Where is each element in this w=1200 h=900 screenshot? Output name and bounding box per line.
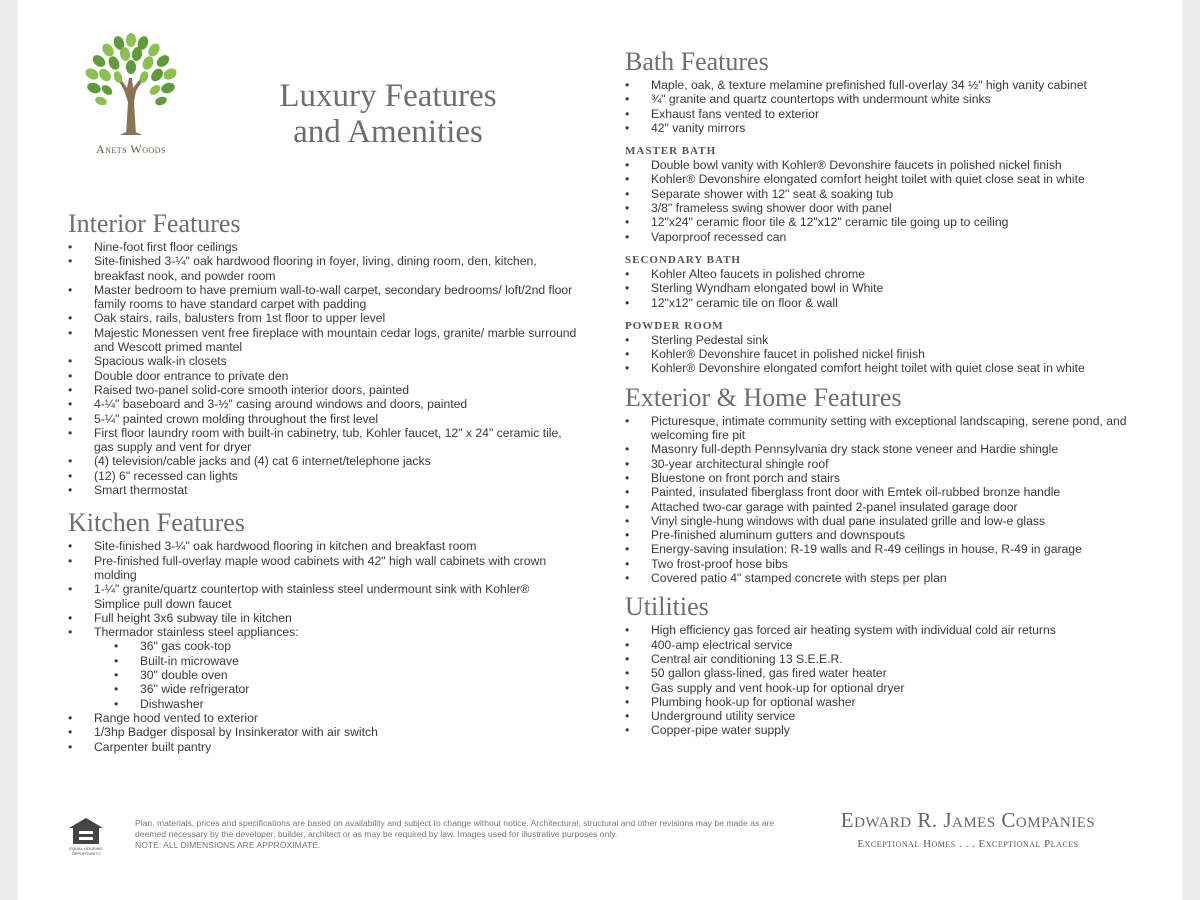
list-item: • Oak stairs, rails, balusters from 1st floor to upper level — [68, 311, 578, 325]
list-item: • Master bedroom to have premium wall-to-wall carpet, secondary bedrooms/ loft/2nd floor family rooms to have standard carpet with padding — [68, 283, 578, 312]
equal-housing-opportunity-icon — [66, 816, 106, 856]
list-item: • Range hood vented to exterior — [68, 711, 578, 725]
page-title — [238, 78, 538, 150]
bath-list — [625, 78, 1165, 135]
list-item: • Sterling Wyndham elongated bowl in White — [625, 281, 1165, 295]
list-item: • Kohler® Devonshire elongated comfort height toilet with quiet close seat in white — [625, 361, 1165, 375]
title-line-2: and Amenities — [293, 114, 483, 150]
list-item: • Site-finished 3-¼" oak hardwood flooring in kitchen and breakfast room — [68, 539, 578, 553]
list-item: • 12"x12" ceramic tile on floor & wall — [625, 296, 1165, 310]
disclaimer-text: Plan, materials, prices and specifications are based on availability and subject to change without notice. Architectural, structural and other revisions may be made as are deemed necessary by the developer, builder, architect or as may be required by law. Images used for illustrative purposes only. — [135, 818, 775, 839]
anets-woods-logo — [74, 30, 188, 160]
list-item: • Majestic Monessen vent free fireplace with mountain cedar logs, granite/ marble surround and Wescott primed mantel — [68, 326, 578, 355]
list-item: • Kohler Alteo faucets in polished chrome — [625, 267, 1165, 281]
list-item: • Double bowl vanity with Kohler® Devonshire faucets in polished nickel finish — [625, 158, 1165, 172]
list-item: • Plumbing hook-up for optional washer — [625, 695, 1165, 709]
appliance-item: • 36" gas cook-top — [68, 639, 578, 653]
list-item: • (12) 6" recessed can lights — [68, 469, 578, 483]
secondary-bath-list — [625, 267, 1165, 310]
list-item: • Sterling Pedestal sink — [625, 333, 1165, 347]
list-item: • Carpenter built pantry — [68, 740, 578, 754]
list-item: • Spacious walk-in closets — [68, 354, 578, 368]
list-item: • Full height 3x6 subway tile in kitchen — [68, 611, 578, 625]
list-item: • 1-¼" granite/quartz countertop with stainless steel undermount sink with Kohler® Simplice pull down faucet — [68, 582, 578, 611]
list-item: • Two frost-proof hose bibs — [625, 557, 1165, 571]
list-item: • Double door entrance to private den — [68, 369, 578, 383]
list-item: • Kohler® Devonshire elongated comfort height toilet with quiet close seat in white — [625, 172, 1165, 186]
list-item: • 4-¼" baseboard and 3-½" casing around windows and doors, painted — [68, 397, 578, 411]
list-item: • Raised two-panel solid-core smooth interior doors, painted — [68, 383, 578, 397]
list-item: • Bluestone on front porch and stairs — [625, 471, 1165, 485]
list-item: • 30-year architectural shingle roof — [625, 457, 1165, 471]
list-item: • Vaporproof recessed can — [625, 230, 1165, 244]
title-line-1: Luxury Features — [279, 78, 497, 114]
list-item: • Picturesque, intimate community setting with exceptional landscaping, serene pond, and welcoming fire pit — [625, 414, 1165, 443]
utilities-heading: Utilities — [625, 592, 709, 622]
list-item: • Gas supply and vent hook-up for optional dryer — [625, 681, 1165, 695]
list-item: • Exhaust fans vented to exterior — [625, 107, 1165, 121]
list-item: • Underground utility service — [625, 709, 1165, 723]
utilities-list — [625, 623, 1165, 737]
left-column — [68, 210, 578, 754]
disclaimer-note: NOTE: ALL DIMENSIONS ARE APPROXIMATE. — [135, 840, 321, 850]
tree-icon — [74, 30, 188, 142]
kitchen-list — [68, 539, 578, 753]
master-bath-heading: MASTER BATH — [625, 145, 717, 158]
list-item: • Copper-pipe water supply — [625, 723, 1165, 737]
appliance-item: • Dishwasher — [68, 697, 578, 711]
list-item: • 12"x24" ceramic floor tile & 12"x12" ceramic tile going up to ceiling — [625, 215, 1165, 229]
list-item: • Maple, oak, & texture melamine prefinished full-overlay 34 ½" high vanity cabinet — [625, 78, 1165, 92]
brochure-page — [18, 0, 1182, 900]
bath-heading: Bath Features — [625, 47, 769, 76]
disclaimer — [135, 818, 775, 851]
list-item: • Thermador stainless steel appliances: — [68, 625, 578, 639]
list-item: • Kohler® Devonshire faucet in polished nickel finish — [625, 347, 1165, 361]
list-item: • 50 gallon glass-lined, gas fired water heater — [625, 666, 1165, 680]
master-bath-list — [625, 158, 1165, 244]
company-tagline: Exceptional Homes . . . Exceptional Places — [857, 838, 1079, 850]
list-item: • 1/3hp Badger disposal by Insinkerator with air switch — [68, 725, 578, 739]
powder-room-list — [625, 333, 1165, 376]
list-item: • High efficiency gas forced air heating system with individual cold air returns — [625, 623, 1165, 637]
secondary-bath-heading: SECONDARY BATH — [625, 253, 741, 266]
eho-text: EQUAL HOUSING OPPORTUNITY — [69, 846, 103, 856]
list-item: • 400-amp electrical service — [625, 638, 1165, 652]
list-item: • First floor laundry room with built-in cabinetry, tub, Kohler faucet, 12" x 24" ceramic tile, gas supply and vent for dryer — [68, 426, 578, 455]
company-name: Edward R. James Companies — [840, 808, 1096, 832]
list-item: • Central air conditioning 13 S.E.E.R. — [625, 652, 1165, 666]
appliance-item: • Built-in microwave — [68, 654, 578, 668]
exterior-list — [625, 414, 1165, 586]
interior-list — [68, 240, 578, 497]
interior-heading: Interior Features — [68, 209, 241, 238]
list-item: • Masonry full-depth Pennsylvania dry stack stone veneer and Hardie shingle — [625, 442, 1165, 456]
list-item: • Attached two-car garage with painted 2-panel insulated garage door — [625, 500, 1165, 514]
list-item: • Separate shower with 12" seat & soaking tub — [625, 187, 1165, 201]
list-item: • Painted, insulated fiberglass front door with Emtek oil-rubbed bronze handle — [625, 485, 1165, 499]
list-item: • Pre-finished full-overlay maple wood cabinets with 42" high wall cabinets with crown molding — [68, 554, 578, 583]
right-column — [625, 48, 1165, 738]
list-item: • Pre-finished aluminum gutters and downspouts — [625, 528, 1165, 542]
appliance-item: • 30" double oven — [68, 668, 578, 682]
powder-room-heading: POWDER ROOM — [625, 319, 724, 332]
list-item: • Smart thermostat — [68, 483, 578, 497]
list-item: • Vinyl single-hung windows with dual pane insulated grille and low-e glass — [625, 514, 1165, 528]
appliance-item: • 36" wide refrigerator — [68, 682, 578, 696]
list-item: • Energy-saving insulation: R-19 walls and R-49 ceilings in house, R-49 in garage — [625, 542, 1165, 556]
logo-name: Anets Woods — [95, 142, 167, 156]
list-item: • (4) television/cable jacks and (4) cat 6 internet/telephone jacks — [68, 454, 578, 468]
list-item: • ¾" granite and quartz countertops with undermount white sinks — [625, 92, 1165, 106]
list-item: • Covered patio 4" stamped concrete with steps per plan — [625, 571, 1165, 585]
exterior-heading: Exterior & Home Features — [625, 382, 902, 412]
list-item: • 42" vanity mirrors — [625, 121, 1165, 135]
kitchen-heading: Kitchen Features — [68, 508, 245, 538]
list-item: • 5-¼" painted crown molding throughout the first level — [68, 412, 578, 426]
list-item: • 3/8" frameless swing shower door with panel — [625, 201, 1165, 215]
list-item: • Nine-foot first floor ceilings — [68, 240, 578, 254]
list-item: • Site-finished 3-¼" oak hardwood flooring in foyer, living, dining room, den, kitchen, breakfast nook, and powder room — [68, 254, 578, 283]
